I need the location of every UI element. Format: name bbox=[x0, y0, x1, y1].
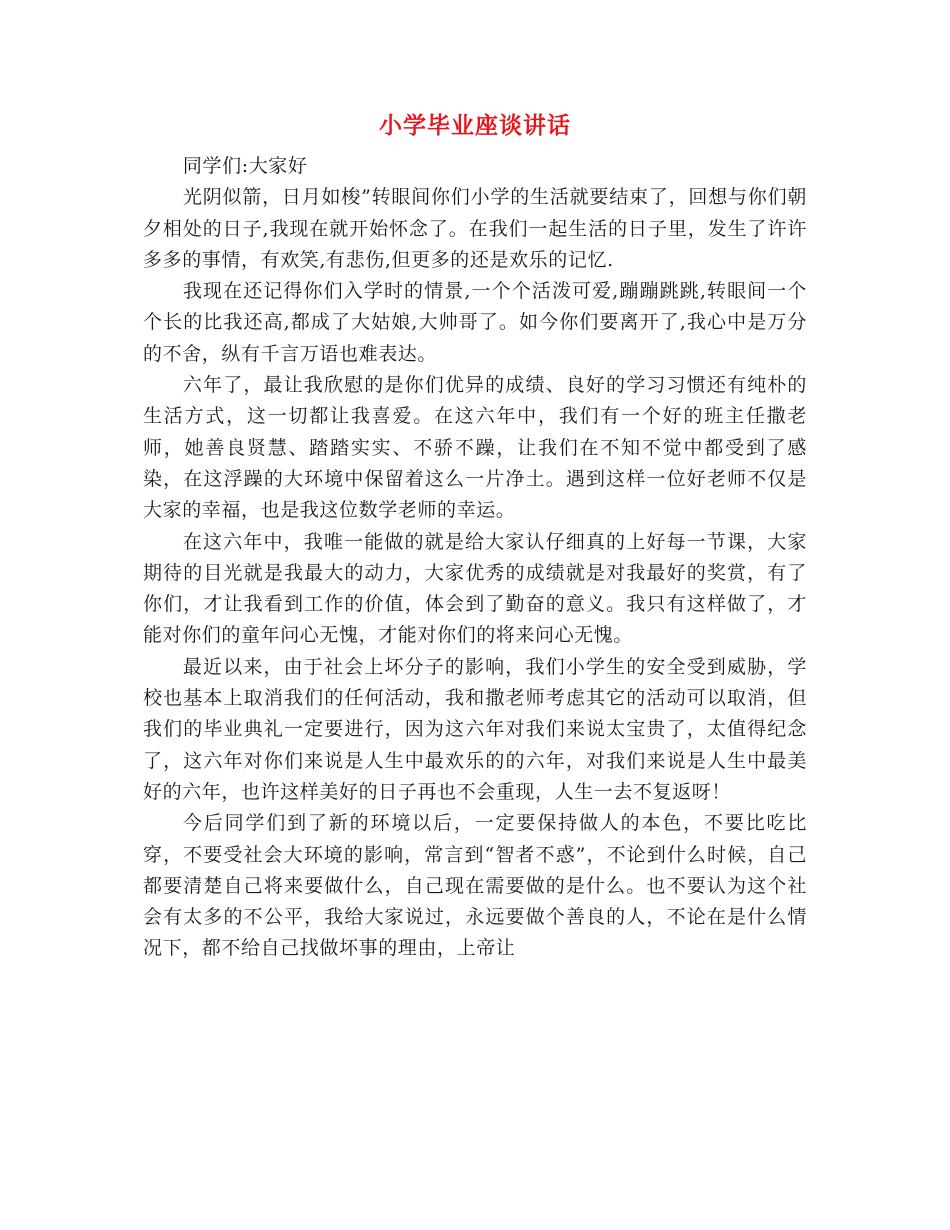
greeting-line: 同学们:大家好 bbox=[182, 155, 308, 177]
paragraph: 最近以来，由于社会上坏分子的影响，我们小学生的安全受到威胁，学校也基本上取消我们的任何活动，我和撒老师考虑其它的活动可以取消，但我们的毕业典礼一定要进行，因为这六年对我们来说太宝贵了，太值得纪念了，这六年对你们来说是人生中最欢乐的的六年，对我们来说是人生中最美好的六年，也许这样美好的日子再也不会重现，人生一去不复返呀！ bbox=[143, 655, 807, 803]
paragraph: 今后同学们到了新的环境以后，一定要保持做人的本色，不要比吃比穿，不要受社会大环境的影响，常言到“智者不惑”，不论到什么时候，自己都要清楚自己将来要做什么，自己现在需要做的是什么。也不要认为这个社会有太多的不公平，我给大家说过，永远要做个善良的人，不论在是什么情况下，都不给自己找做坏事的理由，上帝让 bbox=[143, 812, 807, 960]
paragraph: 六年了，最让我欣慰的是你们优异的成绩、良好的学习习惯还有纯朴的生活方式，这一切都让我喜爱。在这六年中，我们有一个好的班主任撒老师，她善良贤慧、踏踏实实、不骄不躁，让我们在不知不觉中都受到了感染，在这浮躁的大环境中保留着这么一片净土。遇到这样一位好老师不仅是大家的幸福，也是我这位数学老师的幸运。 bbox=[143, 374, 807, 522]
paragraph: 在这六年中，我唯一能做的就是给大家认仔细真的上好每一节课，大家期待的目光就是我最大的动力，大家优秀的成绩就是对我最好的奖赏，有了你们，才让我看到工作的价值，体会到了勤奋的意义。我只有这样做了，才能对你们的童年问心无愧，才能对你们的将来问心无愧。 bbox=[143, 530, 807, 647]
paragraph: 我现在还记得你们入学时的情景,一个个活泼可爱,蹦蹦跳跳,转眼间一个个长的比我还高,都成了大姑娘,大帅哥了。如今你们要离开了,我心中是万分的不舍，纵有千言万语也难表达。 bbox=[143, 280, 807, 365]
document-title: 小学毕业座谈讲话 bbox=[379, 113, 571, 139]
document-body bbox=[143, 151, 807, 965]
paragraph: 光阴似箭，日月如梭”转眼间你们小学的生活就要结束了，回想与你们朝夕相处的日子,我现在就开始怀念了。在我们一起生活的日子里，发生了许许多多的事情，有欢笑,有悲伤,但更多的还是欢乐的记忆. bbox=[143, 186, 807, 271]
